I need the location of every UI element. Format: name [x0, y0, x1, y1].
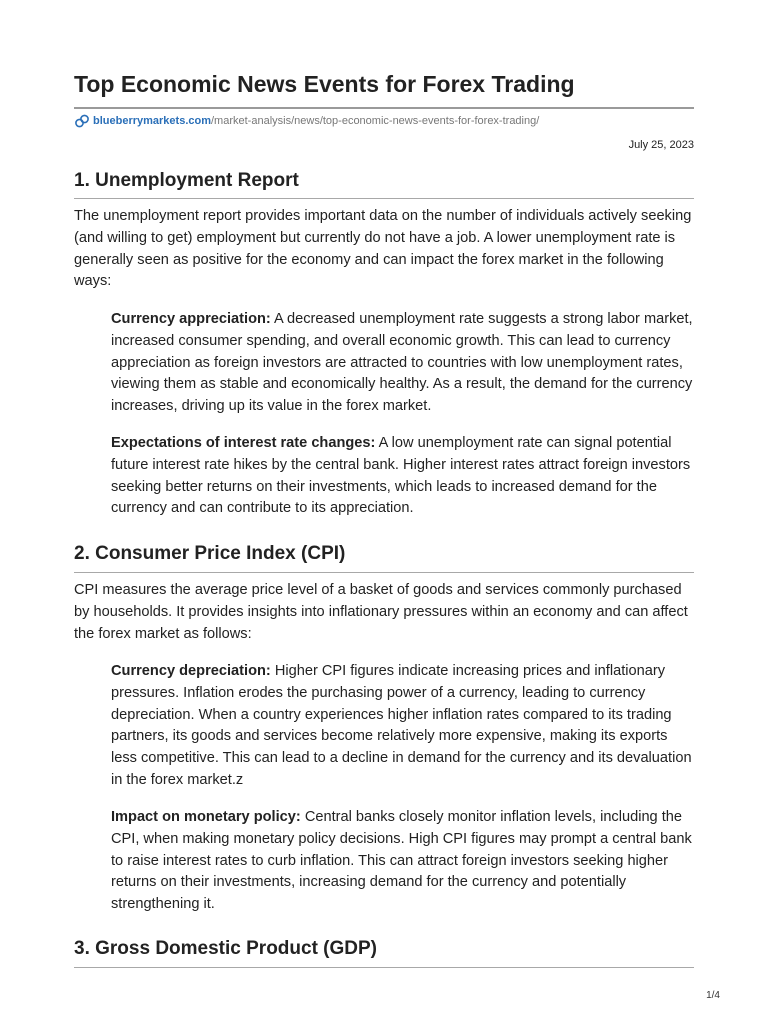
- point-interest-rate-expectations: [111, 433, 694, 520]
- point-currency-depreciation: [111, 661, 694, 792]
- section-intro-unemployment: The unemployment report provides important data on the number of individuals actively seeking (and willing to get) employment but currently do not have a job. A lower unemployment rate is generally seen as positive for the economy and can impact the forex market in the following ways:: [74, 208, 692, 290]
- page-title: Top Economic News Events for Forex Trading: [74, 71, 575, 97]
- point-text: Central banks closely monitor inflation levels, including the CPI, when making monetary policy decisions. High CPI figures may prompt a central bank to raise interest rates to curb inflation. This can attract foreign investors seeking higher returns on their investments, increasing demand for the currency and potentially strengthening it.: [111, 809, 692, 913]
- section-intro-cpi: CPI measures the average price level of a basket of goods and services commonly purchased by households. It provides insights into inflationary pressures within an economy and can affect the forex market as follows:: [74, 582, 688, 642]
- link-icon: [74, 113, 90, 129]
- title-divider: [74, 107, 694, 109]
- page-number: 1/4: [706, 990, 720, 1001]
- source-domain[interactable]: blueberrymarkets.com: [93, 115, 211, 127]
- section-heading-unemployment: 1. Unemployment Report: [74, 170, 299, 191]
- point-label: Currency appreciation:: [111, 311, 271, 327]
- section-heading-cpi: 2. Consumer Price Index (CPI): [74, 543, 346, 564]
- point-text: Higher CPI figures indicate increasing prices and inflationary pressures. Inflation erodes the purchasing power of a currency, leading to currency depreciation. When a country experiences higher inflation rates compared to its trading partners, its goods and services become relatively more expensive, making its exports less competitive. This can lead to a decline in demand for the currency and its devaluation in the forex market.z: [111, 663, 692, 788]
- source-link[interactable]: [74, 113, 539, 129]
- point-label: Impact on monetary policy:: [111, 809, 301, 825]
- section-divider: [74, 572, 694, 573]
- section-divider: [74, 967, 694, 968]
- source-path[interactable]: /market-analysis/news/top-economic-news-events-for-forex-trading/: [211, 115, 540, 127]
- point-label: Currency depreciation:: [111, 663, 271, 679]
- point-currency-appreciation: [111, 309, 694, 418]
- publish-date: July 25, 2023: [628, 139, 694, 151]
- section-divider: [74, 198, 694, 199]
- point-text: A decreased unemployment rate suggests a strong labor market, increased consumer spending, and overall economic growth. This can lead to currency appreciation as foreign investors are attracted to countries with low unemployment rates, viewing them as stable and economically healthy. As a result, the demand for the currency increases, driving up its value in the forex market.: [111, 311, 693, 415]
- section-heading-gdp: 3. Gross Domestic Product (GDP): [74, 938, 378, 959]
- point-monetary-policy: [111, 807, 694, 916]
- point-label: Expectations of interest rate changes:: [111, 435, 376, 451]
- point-text: A low unemployment rate can signal potential future interest rate hikes by the central bank. Higher interest rates attract foreign investors seeking better returns on their investments, which leads to increased demand for the currency and can contribute to its appreciation.: [111, 435, 691, 517]
